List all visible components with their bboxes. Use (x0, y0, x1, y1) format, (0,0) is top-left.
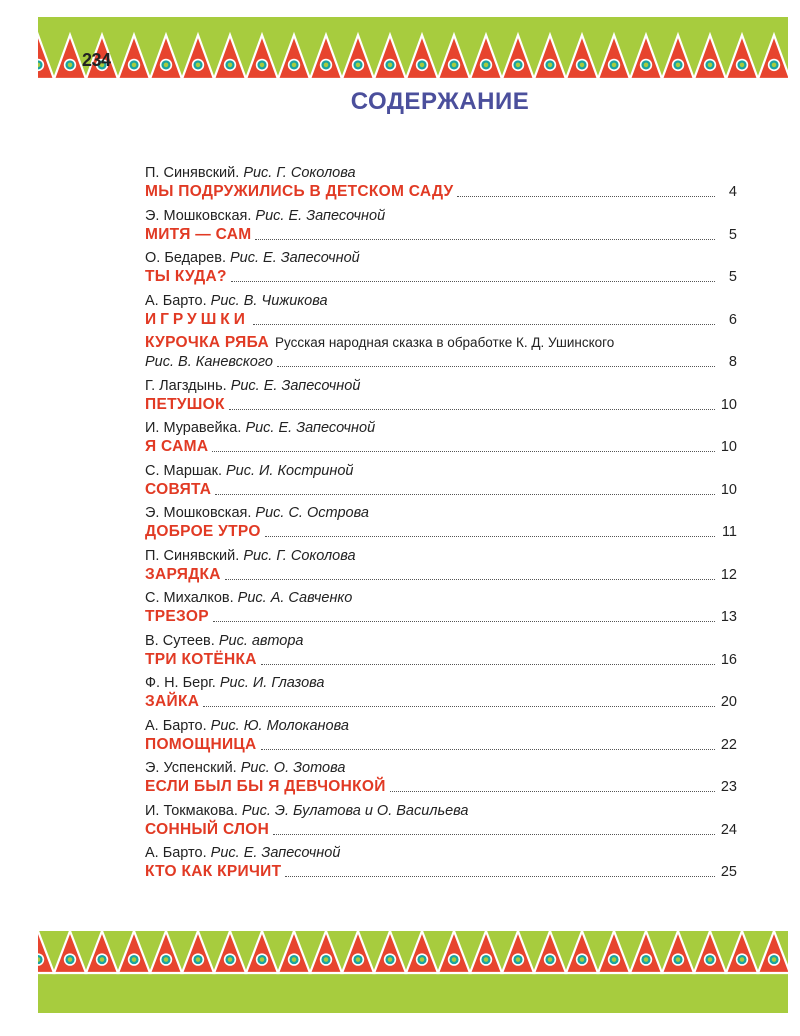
entry-description: Русская народная сказка в обработке К. Д. Ушинского (274, 335, 615, 350)
entry-page: 22 (720, 736, 737, 753)
toc-entry[interactable] (145, 504, 737, 547)
dot-ornament (676, 63, 681, 68)
dot-ornament (420, 957, 425, 962)
entry-title[interactable]: ЗАЙКА (145, 693, 200, 710)
entry-title[interactable]: СОВЯТА (145, 480, 212, 498)
entry-illustrator: Рис. И. Глазова (219, 675, 325, 691)
entry-illustrator: Рис. Г. Соколова (243, 547, 356, 564)
entry-illustrator: Рис. Г. Соколова (243, 165, 356, 181)
toc-entry[interactable] (145, 632, 737, 675)
entry-page: 11 (721, 524, 737, 540)
entry-author: Ф. Н. Берг. (145, 675, 216, 691)
entry-author: Э. Мошковская. (145, 207, 252, 224)
page-number: 234 (82, 50, 111, 70)
entry-illustrator: Рис. О. Зотова (240, 760, 346, 776)
toc-entry[interactable] (145, 249, 737, 292)
toc-entry[interactable] (145, 547, 737, 590)
toc-entry[interactable] (145, 419, 737, 462)
dot-ornament (772, 957, 777, 962)
toc-entry[interactable] (145, 717, 737, 760)
entry-illustrator: Рис. С. Острова (255, 505, 369, 521)
dot-leader (277, 366, 715, 367)
entry-page: 10 (720, 396, 737, 413)
dot-ornament (548, 957, 553, 962)
dot-ornament (132, 957, 137, 962)
entry-page: 24 (720, 821, 737, 838)
page-title: СОДЕРЖАНИЕ (350, 88, 530, 115)
entry-illustrator: Рис. автора (218, 632, 304, 649)
dot-ornament (452, 63, 457, 68)
bottom-ornament-band (38, 931, 788, 1013)
toc-entry[interactable] (145, 589, 737, 632)
toc-entry[interactable] (145, 334, 737, 377)
dot-ornament (644, 957, 649, 962)
dot-ornament (612, 957, 617, 962)
toc-entry[interactable] (145, 802, 737, 845)
entry-author: П. Синявский. (145, 547, 240, 564)
entry-title[interactable]: ТРЕЗОР (145, 608, 209, 625)
entry-illustrator: Рис. Э. Булатова и О. Васильева (241, 802, 469, 819)
toc-entry[interactable] (145, 164, 737, 207)
entry-author: П. Синявский. (145, 165, 240, 181)
dot-ornament (644, 63, 649, 68)
dot-ornament (580, 63, 585, 68)
dot-ornament (708, 957, 713, 962)
dot-leader (213, 621, 715, 622)
entry-page: 20 (720, 694, 737, 710)
dot-ornament (324, 957, 329, 962)
dot-ornament (228, 63, 233, 68)
entry-page: 25 (720, 864, 737, 880)
dot-ornament (196, 957, 201, 962)
entry-title[interactable]: ПОМОЩНИЦА (145, 735, 257, 753)
dot-ornament (740, 63, 745, 68)
entry-page: 5 (728, 269, 737, 285)
dot-leader (255, 239, 715, 240)
dot-ornament (452, 957, 457, 962)
entry-author: Г. Лагздынь. (145, 377, 227, 394)
entry-title[interactable]: ТРИ КОТЁНКА (145, 650, 257, 668)
entry-illustrator: Рис. В. Чижикова (210, 292, 328, 309)
entry-page: 16 (720, 651, 737, 668)
entry-title[interactable]: ПЕТУШОК (145, 395, 225, 413)
entry-title[interactable]: КТО КАК КРИЧИТ (145, 863, 282, 880)
table-of-contents (145, 164, 737, 887)
entry-page: 10 (720, 439, 737, 455)
dot-ornament (772, 63, 777, 68)
entry-title[interactable]: КУРОЧКА РЯБА (145, 334, 269, 351)
entry-page: 13 (720, 609, 737, 625)
entry-page: 10 (720, 481, 737, 498)
entry-title[interactable]: ЗАРЯДКА (145, 565, 221, 583)
dot-ornament (516, 957, 521, 962)
dot-leader (261, 664, 715, 665)
dot-ornament (420, 63, 425, 68)
dot-ornament (228, 957, 233, 962)
dot-ornament (516, 63, 521, 68)
entry-author: С. Михалков. (145, 590, 234, 606)
dot-ornament (676, 957, 681, 962)
top-triangle-pattern (38, 17, 788, 79)
top-ornament-band (38, 17, 788, 79)
entry-title[interactable]: Я САМА (145, 438, 209, 455)
entry-illustrator: Рис. Е. Запесочной (230, 250, 360, 266)
entry-illustrator: Рис. Е. Запесочной (210, 845, 341, 861)
entry-page: 12 (720, 566, 737, 583)
entry-page: 8 (728, 354, 737, 370)
entry-author: А. Барто. (145, 292, 207, 309)
entry-title[interactable]: ДОБРОЕ УТРО (145, 523, 261, 540)
dot-ornament (356, 957, 361, 962)
entry-author: С. Маршак. (145, 462, 222, 479)
dot-ornament (356, 63, 361, 68)
dot-ornament (580, 957, 585, 962)
toc-entry[interactable] (145, 377, 737, 420)
entry-illustrator: Рис. В. Каневского (145, 354, 273, 370)
entry-title[interactable]: ЕСЛИ БЫЛ БЫ Я ДЕВЧОНКОЙ (145, 778, 386, 795)
entry-page: 5 (728, 226, 737, 243)
entry-illustrator: Рис. И. Костриной (226, 462, 354, 479)
entry-illustrator: Рис. Ю. Молоканова (210, 717, 349, 734)
entry-author: А. Барто. (145, 845, 207, 861)
entry-author: И. Муравейка. (145, 420, 242, 436)
dot-leader (285, 876, 715, 877)
toc-entry[interactable] (145, 462, 737, 505)
dot-leader (273, 834, 715, 835)
entry-title[interactable]: СОННЫЙ СЛОН (145, 820, 270, 838)
dot-leader (390, 791, 715, 792)
dot-leader (457, 196, 715, 197)
dot-leader (265, 536, 715, 537)
dot-ornament (388, 63, 393, 68)
dot-ornament (68, 957, 73, 962)
dot-ornament (260, 957, 265, 962)
entry-title[interactable]: МИТЯ — САМ (145, 225, 252, 243)
entry-page: 4 (728, 184, 737, 200)
dot-ornament (324, 63, 329, 68)
entry-illustrator: Рис. Е. Запесочной (230, 377, 361, 394)
entry-title[interactable]: ИГРУШКИ (145, 310, 249, 328)
dot-ornament (612, 63, 617, 68)
entry-page: 6 (728, 311, 737, 328)
entry-author: В. Сутеев. (145, 632, 215, 649)
entry-title[interactable]: МЫ ПОДРУЖИЛИСЬ В ДЕТСКОМ САДУ (145, 183, 454, 200)
entry-title[interactable]: ТЫ КУДА? (145, 268, 227, 285)
dot-ornament (68, 63, 73, 68)
entry-author: Э. Мошковская. (145, 505, 252, 521)
toc-entry[interactable] (145, 844, 737, 887)
dot-leader (229, 409, 715, 410)
dot-ornament (164, 957, 169, 962)
entry-illustrator: Рис. Е. Запесочной (255, 207, 386, 224)
dot-ornament (740, 957, 745, 962)
entry-author: О. Бедарев. (145, 250, 226, 266)
dot-leader (212, 451, 715, 452)
dot-ornament (164, 63, 169, 68)
dot-ornament (548, 63, 553, 68)
dot-ornament (260, 63, 265, 68)
dot-ornament (388, 957, 393, 962)
toc-entry[interactable] (145, 292, 737, 335)
entry-illustrator: Рис. А. Савченко (237, 590, 353, 606)
dot-leader (261, 749, 715, 750)
toc-entry[interactable] (145, 674, 737, 717)
dot-leader (253, 324, 715, 325)
dot-leader (231, 281, 715, 282)
bottom-triangle-pattern (38, 931, 788, 1013)
dot-ornament (484, 957, 489, 962)
dot-ornament (100, 957, 105, 962)
dot-ornament (196, 63, 201, 68)
entry-author: И. Токмакова. (145, 802, 238, 819)
dot-ornament (484, 63, 489, 68)
entry-author: А. Барто. (145, 717, 207, 734)
dot-ornament (708, 63, 713, 68)
entry-page: 23 (720, 779, 737, 795)
dot-ornament (132, 63, 137, 68)
toc-entry[interactable] (145, 759, 737, 802)
toc-entry[interactable] (145, 207, 737, 250)
dot-leader (203, 706, 715, 707)
dot-leader (225, 579, 715, 580)
entry-illustrator: Рис. Е. Запесочной (245, 420, 376, 436)
dot-ornament (292, 63, 297, 68)
entry-author: Э. Успенский. (145, 760, 237, 776)
dot-ornament (292, 957, 297, 962)
dot-leader (215, 494, 715, 495)
